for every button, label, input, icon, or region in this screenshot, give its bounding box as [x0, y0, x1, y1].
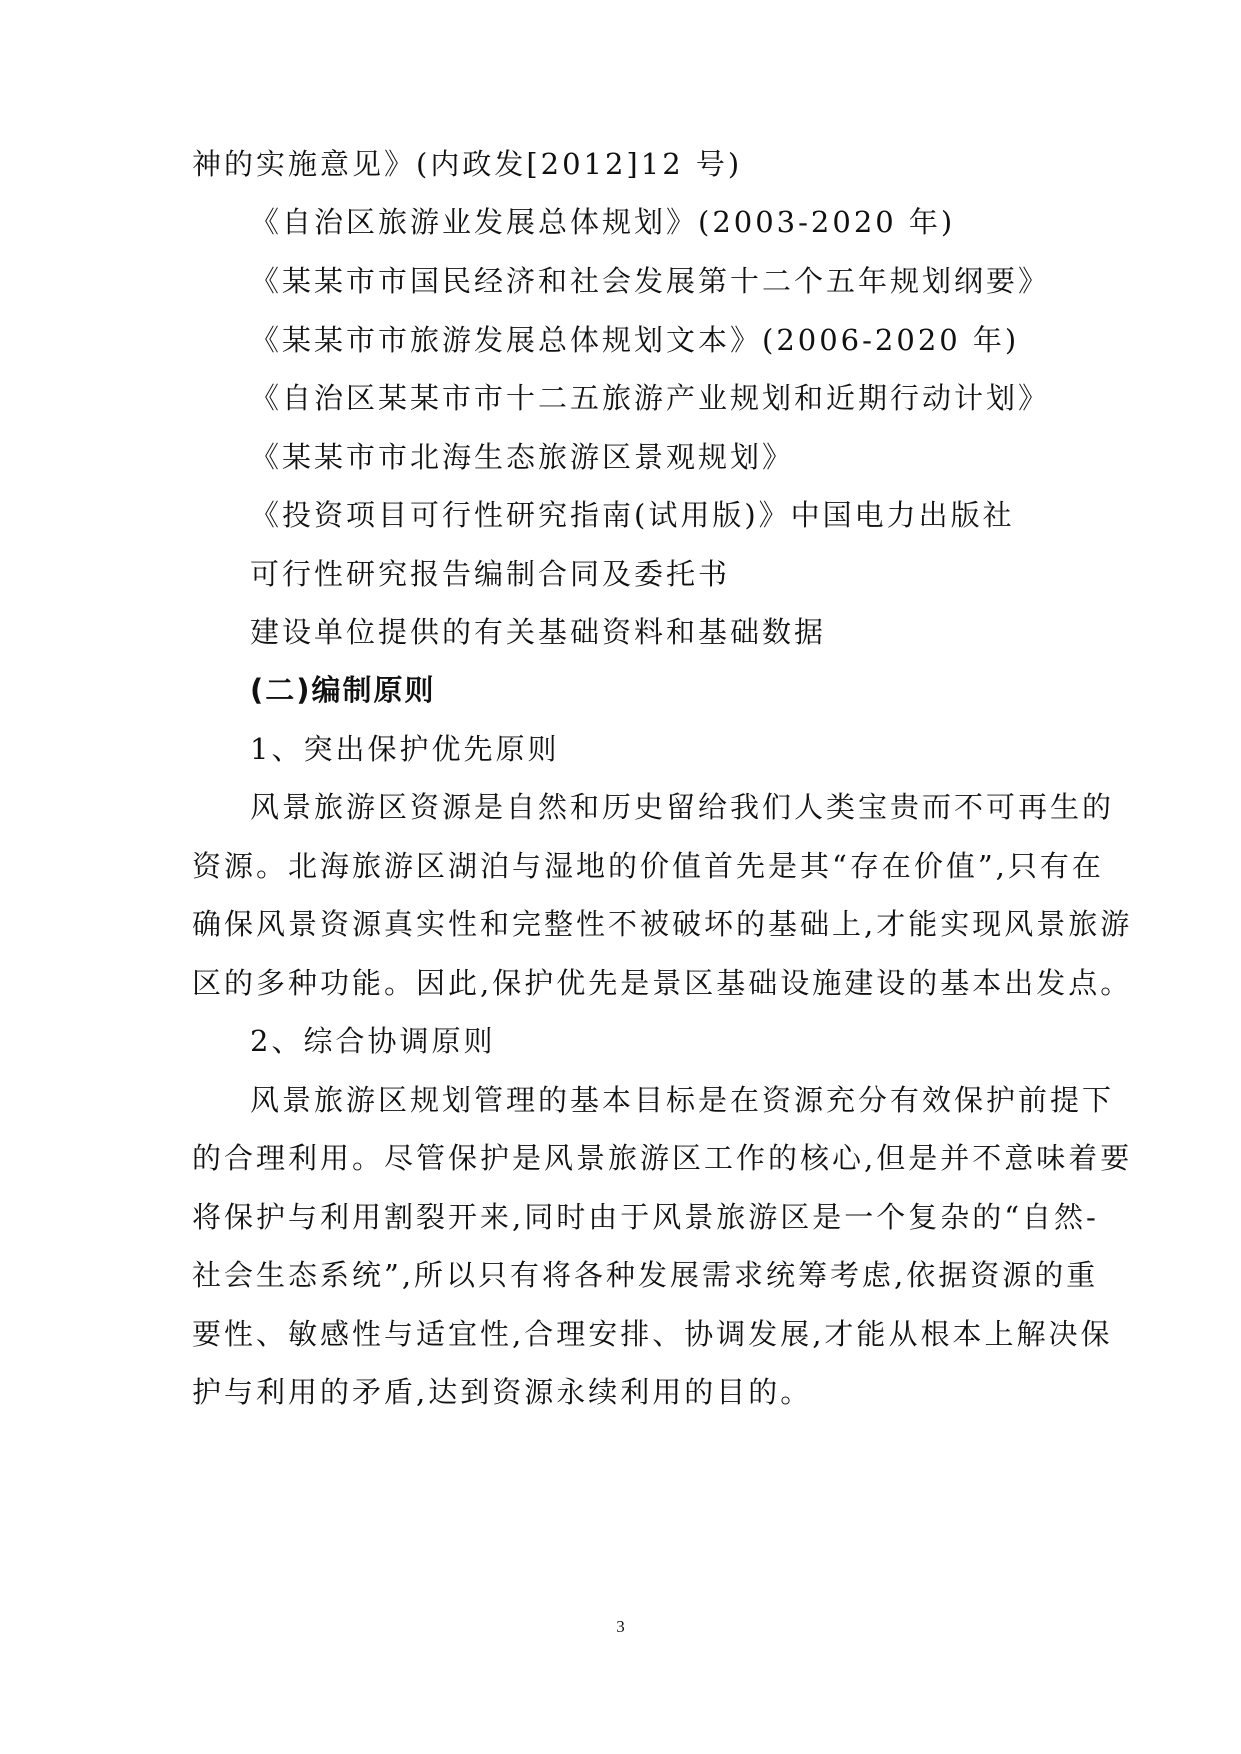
text-line: 《自治区某某市市十二五旅游产业规划和近期行动计划》	[250, 381, 1051, 415]
paragraph-line: 风景旅游区资源是自然和历史留给我们人类宝贵而不可再生的	[250, 790, 1115, 824]
text-line: 神的实施意见》(内政发[2012]12 号)	[192, 147, 743, 181]
subsection-heading: 2、综合协调原则	[250, 1024, 496, 1058]
paragraph-line: 确保风景资源真实性和完整性不被破坏的基础上,才能实现风景旅游	[192, 907, 1133, 941]
paragraph-line: 护与利用的矛盾,达到资源永续利用的目的。	[192, 1375, 813, 1409]
paragraph-line: 的合理利用。尽管保护是风景旅游区工作的核心,但是并不意味着要	[192, 1141, 1133, 1175]
text-line: 《某某市市国民经济和社会发展第十二个五年规划纲要》	[250, 264, 1051, 298]
paragraph-line: 要性、敏感性与适宜性,合理安排、协调发展,才能从根本上解决保	[192, 1317, 1113, 1351]
paragraph-line: 将保护与利用割裂开来,同时由于风景旅游区是一个复杂的“自然-	[192, 1200, 1099, 1234]
text-line: 《某某市市旅游发展总体规划文本》(2006-2020 年)	[250, 323, 1020, 357]
text-line: 建设单位提供的有关基础资料和基础数据	[250, 615, 827, 649]
text-line: 《某某市市北海生态旅游区景观规划》	[250, 440, 795, 474]
text-line: 可行性研究报告编制合同及委托书	[250, 557, 731, 591]
subsection-heading: 1、突出保护优先原则	[250, 732, 560, 766]
text-line: 《自治区旅游业发展总体规划》(2003-2020 年)	[250, 205, 956, 239]
text-line: 《投资项目可行性研究指南(试用版)》中国电力出版社	[250, 498, 1015, 532]
paragraph-line: 社会生态系统”,所以只有将各种发展需求统筹考虑,依据资源的重	[192, 1258, 1099, 1292]
paragraph-line: 区的多种功能。因此,保护优先是景区基础设施建设的基本出发点。	[192, 966, 1133, 1000]
paragraph-line: 资源。北海旅游区湖泊与湿地的价值首先是其“存在价值”,只有在	[192, 849, 1104, 883]
section-heading: (二)编制原则	[250, 673, 436, 707]
page-number: 3	[616, 1617, 625, 1636]
paragraph-line: 风景旅游区规划管理的基本目标是在资源充分有效保护前提下	[250, 1083, 1115, 1117]
